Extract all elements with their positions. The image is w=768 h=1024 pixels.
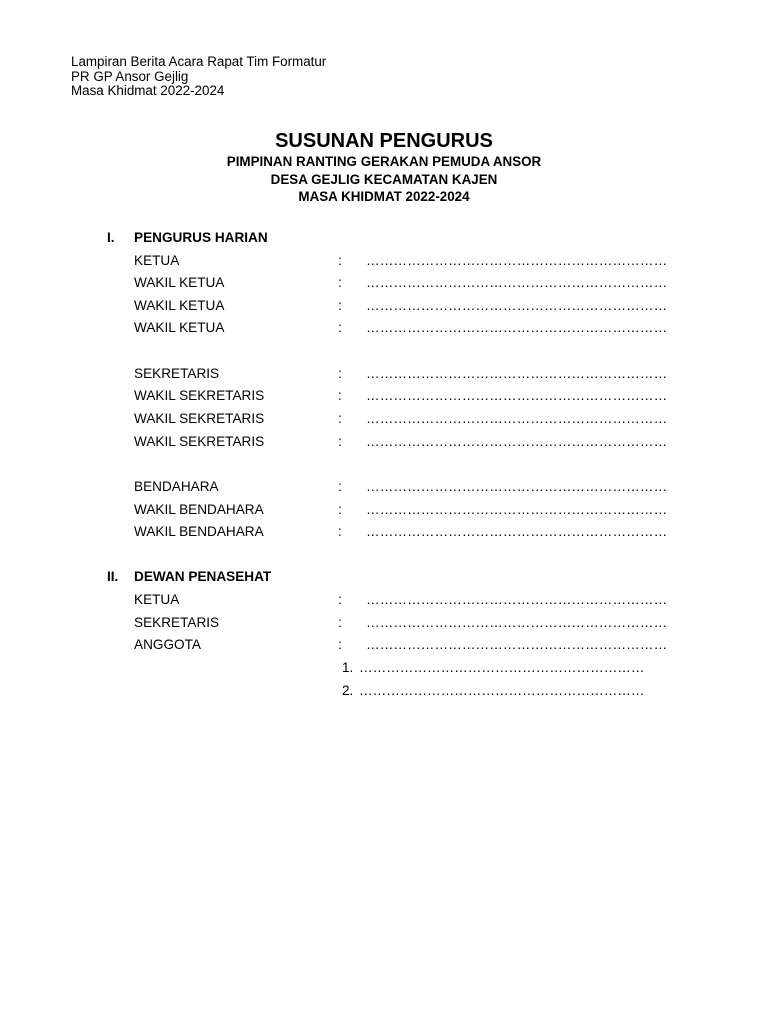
- position-row: [0, 411, 768, 433]
- name-placeholder-dots: …………………………………………………………: [366, 637, 668, 652]
- colon: :: [338, 524, 342, 539]
- subtitle-2: DESA GEJLIG KECAMATAN KAJEN: [270, 171, 498, 187]
- position-label: WAKIL BENDAHARA: [134, 502, 264, 517]
- name-placeholder-dots: …………………………………………………………: [366, 615, 668, 630]
- colon: :: [338, 479, 342, 494]
- position-label: SEKRETARIS: [134, 615, 220, 630]
- position-row: [0, 388, 768, 410]
- name-placeholder-dots: …………………………………………………………: [366, 479, 668, 494]
- name-placeholder-dots: …………………………………………………………: [366, 298, 668, 313]
- section-number: II.: [107, 569, 119, 584]
- name-placeholder-dots: …………………………………………………………: [366, 275, 668, 290]
- position-row: [0, 366, 768, 388]
- position-row: [0, 615, 768, 637]
- position-row: [0, 637, 768, 659]
- colon: :: [338, 366, 342, 381]
- position-label: ANGGOTA: [134, 637, 201, 652]
- title-block: [0, 129, 768, 206]
- name-placeholder-dots: …………………………………………………………: [366, 253, 668, 268]
- colon: :: [338, 411, 342, 426]
- colon: :: [338, 320, 342, 335]
- colon: :: [338, 502, 342, 517]
- subtitle-1: PIMPINAN RANTING GERAKAN PEMUDA ANSOR: [226, 154, 542, 169]
- position-row: [0, 502, 768, 524]
- position-row: [0, 320, 768, 342]
- position-label: WAKIL KETUA: [134, 298, 225, 313]
- header-line-1: Lampiran Berita Acara Rapat Tim Formatur: [71, 54, 327, 69]
- colon: :: [338, 253, 342, 268]
- colon: :: [338, 388, 342, 403]
- subtitle-3: MASA KHIDMAT 2022-2024: [298, 189, 470, 204]
- member-number: 2.: [342, 683, 354, 698]
- position-label: WAKIL SEKRETARIS: [134, 411, 265, 426]
- colon: :: [338, 637, 342, 652]
- name-placeholder-dots: ………………………………………………………: [359, 660, 645, 675]
- colon: :: [338, 275, 342, 290]
- position-label: WAKIL KETUA: [134, 320, 225, 335]
- position-row: [0, 592, 768, 614]
- header-line-3: Masa Khidmat 2022-2024: [71, 83, 225, 99]
- name-placeholder-dots: …………………………………………………………: [366, 434, 668, 449]
- position-label: WAKIL BENDAHARA: [134, 524, 264, 539]
- position-label: BENDAHARA: [134, 479, 219, 494]
- member-number: 1.: [342, 660, 354, 675]
- position-label: WAKIL KETUA: [134, 275, 225, 290]
- name-placeholder-dots: …………………………………………………………: [366, 411, 668, 426]
- name-placeholder-dots: …………………………………………………………: [366, 524, 668, 539]
- name-placeholder-dots: …………………………………………………………: [366, 502, 668, 517]
- name-placeholder-dots: …………………………………………………………: [366, 366, 668, 381]
- position-label: WAKIL SEKRETARIS: [134, 434, 265, 449]
- name-placeholder-dots: …………………………………………………………: [366, 320, 668, 335]
- section-title: DEWAN PENASEHAT: [134, 569, 272, 584]
- header-line-2: PR GP Ansor Gejlig: [71, 68, 189, 84]
- position-row: [0, 253, 768, 275]
- position-row: [0, 524, 768, 546]
- attachment-header: [71, 55, 326, 99]
- position-label: WAKIL SEKRETARIS: [134, 388, 265, 403]
- colon: :: [338, 434, 342, 449]
- position-label: SEKRETARIS: [134, 366, 220, 381]
- main-title: SUSUNAN PENGURUS: [275, 130, 493, 152]
- position-label: KETUA: [134, 253, 180, 268]
- colon: :: [338, 298, 342, 313]
- position-row: [0, 434, 768, 456]
- name-placeholder-dots: …………………………………………………………: [366, 388, 668, 403]
- section-number: I.: [107, 230, 115, 245]
- colon: :: [338, 592, 342, 607]
- name-placeholder-dots: …………………………………………………………: [366, 592, 668, 607]
- section-title: PENGURUS HARIAN: [134, 230, 268, 245]
- position-row: [0, 275, 768, 297]
- position-row: [0, 479, 768, 501]
- position-row: [0, 298, 768, 320]
- name-placeholder-dots: ………………………………………………………: [359, 683, 645, 698]
- colon: :: [338, 615, 342, 630]
- position-label: KETUA: [134, 592, 180, 607]
